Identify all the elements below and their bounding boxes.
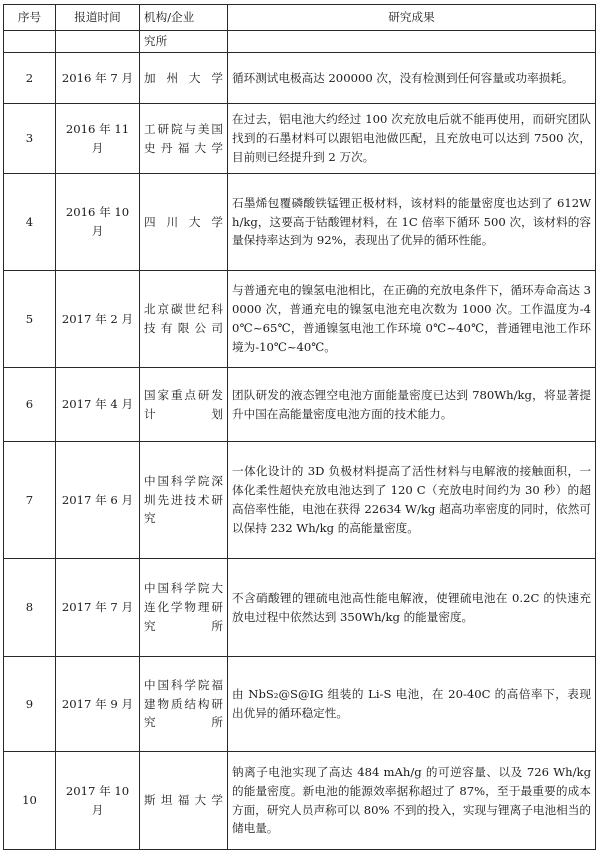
row-org-cell: 斯坦福大学 <box>140 752 228 850</box>
row-result-cell: 在过去，铝电池大约经过 100 次充放电后就不能再使用，而研究团队找到的石墨材料可以跟铝电池做匹配，且充放电可以达到 7500 次，目前则已经提升到 2 万次。 <box>228 104 596 174</box>
row-org-cell: 四川大学 <box>140 174 228 271</box>
row-org-cell: 北京碳世纪科技有限公司 <box>140 271 228 368</box>
row-org-cell: 工研院与美国史丹福大学 <box>140 104 228 174</box>
table-row <box>4 53 596 104</box>
row-num-cell: 7 <box>4 442 56 559</box>
row-num-cell: 10 <box>4 752 56 850</box>
row-result-cell: 由 NbS₂@S@IG 组装的 Li-S 电池，在 20-40C 的高倍率下，表现出优异的循环稳定性。 <box>228 657 596 752</box>
row-num-cell: 5 <box>4 271 56 368</box>
table-row <box>4 368 596 442</box>
table-row <box>4 104 596 174</box>
row-result-cell: 不含硝酸锂的锂硫电池高性能电解液，使锂硫电池在 0.2C 的快速充放电过程中依然达到 350Wh/kg 的能量密度。 <box>228 559 596 657</box>
row-date-cell: 2017 年 10 月 <box>56 752 140 850</box>
row-date-cell: 2017 年 9 月 <box>56 657 140 752</box>
row-num-cell: 6 <box>4 368 56 442</box>
row-date-cell: 2016 年 7 月 <box>56 53 140 104</box>
table-row <box>4 559 596 657</box>
row-date-cell: 2017 年 2 月 <box>56 271 140 368</box>
table-cell <box>4 31 56 53</box>
row-num-cell: 2 <box>4 53 56 104</box>
header-org: 机构/企业 <box>140 5 228 31</box>
row-result-cell: 一体化设计的 3D 负极材料提高了活性材料与电解液的接触面积，一体化柔性超快充放电池达到了 120 C（充放电时间约为 30 秒）的超高倍率性能，电池在获得 22634 W/kg 超高功率密度的同时，依然可以保持 232 Wh/kg 的高能量密度。 <box>228 442 596 559</box>
row-num-cell: 9 <box>4 657 56 752</box>
row-num-cell: 8 <box>4 559 56 657</box>
header-result: 研究成果 <box>228 5 596 31</box>
continuation-row <box>4 31 596 53</box>
row-result-cell: 与普通充电的镍氢电池相比，在正确的充放电条件下，循环寿命高达 30000 次，普通充电的镍氢电池充电次数为 1000 次。工作温度为-40℃~65℃，普通镍氢电池工作环境 0℃~40℃，普通锂电池工作环境为-10℃~40℃。 <box>228 271 596 368</box>
row-result-cell: 循环测试电极高达 200000 次，没有检测到任何容量或功率损耗。 <box>228 53 596 104</box>
row-org-cell: 中国科学院福建物质结构研究所 <box>140 657 228 752</box>
row-num-cell: 4 <box>4 174 56 271</box>
table-cell <box>228 31 596 53</box>
row-date-cell: 2016 年 10 月 <box>56 174 140 271</box>
table-row <box>4 657 596 752</box>
header-num: 序号 <box>4 5 56 31</box>
table-row <box>4 174 596 271</box>
table-row <box>4 271 596 368</box>
org-continuation-cell: 究所 <box>140 31 228 53</box>
research-results-table <box>3 4 596 850</box>
row-org-cell: 中国科学院大连化学物理研究所 <box>140 559 228 657</box>
row-org-cell: 国家重点研发计划 <box>140 368 228 442</box>
row-date-cell: 2017 年 4 月 <box>56 368 140 442</box>
row-date-cell: 2017 年 6 月 <box>56 442 140 559</box>
row-org-cell: 加州大学 <box>140 53 228 104</box>
row-num-cell: 3 <box>4 104 56 174</box>
table-row <box>4 442 596 559</box>
table-header-row <box>4 5 596 31</box>
row-result-cell: 钠离子电池实现了高达 484 mAh/g 的可逆容量、以及 726 Wh/kg 的能量密度。新电池的能源效率据称超过了 87%，至于最重要的成本方面，研究人员声称可以 80% 不到的投入，实现与锂离子电池相当的储电量。 <box>228 752 596 850</box>
row-date-cell: 2017 年 7 月 <box>56 559 140 657</box>
row-org-cell: 中国科学院深圳先进技术研究 <box>140 442 228 559</box>
table-cell <box>56 31 140 53</box>
row-result-cell: 石墨烯包覆磷酸铁锰锂正极材料，该材料的能量密度也达到了 612Wh/kg，这要高于钴酸锂材料，在 1C 倍率下循环 500 次，该材料的容量保持率达到为 92%，表现出了优异的循环性能。 <box>228 174 596 271</box>
header-date: 报道时间 <box>56 5 140 31</box>
row-result-cell: 团队研发的液态锂空电池方面能量密度已达到 780Wh/kg，将显著提升中国在高能量密度电池方面的技术能力。 <box>228 368 596 442</box>
table-row <box>4 752 596 850</box>
row-date-cell: 2016 年 11 月 <box>56 104 140 174</box>
